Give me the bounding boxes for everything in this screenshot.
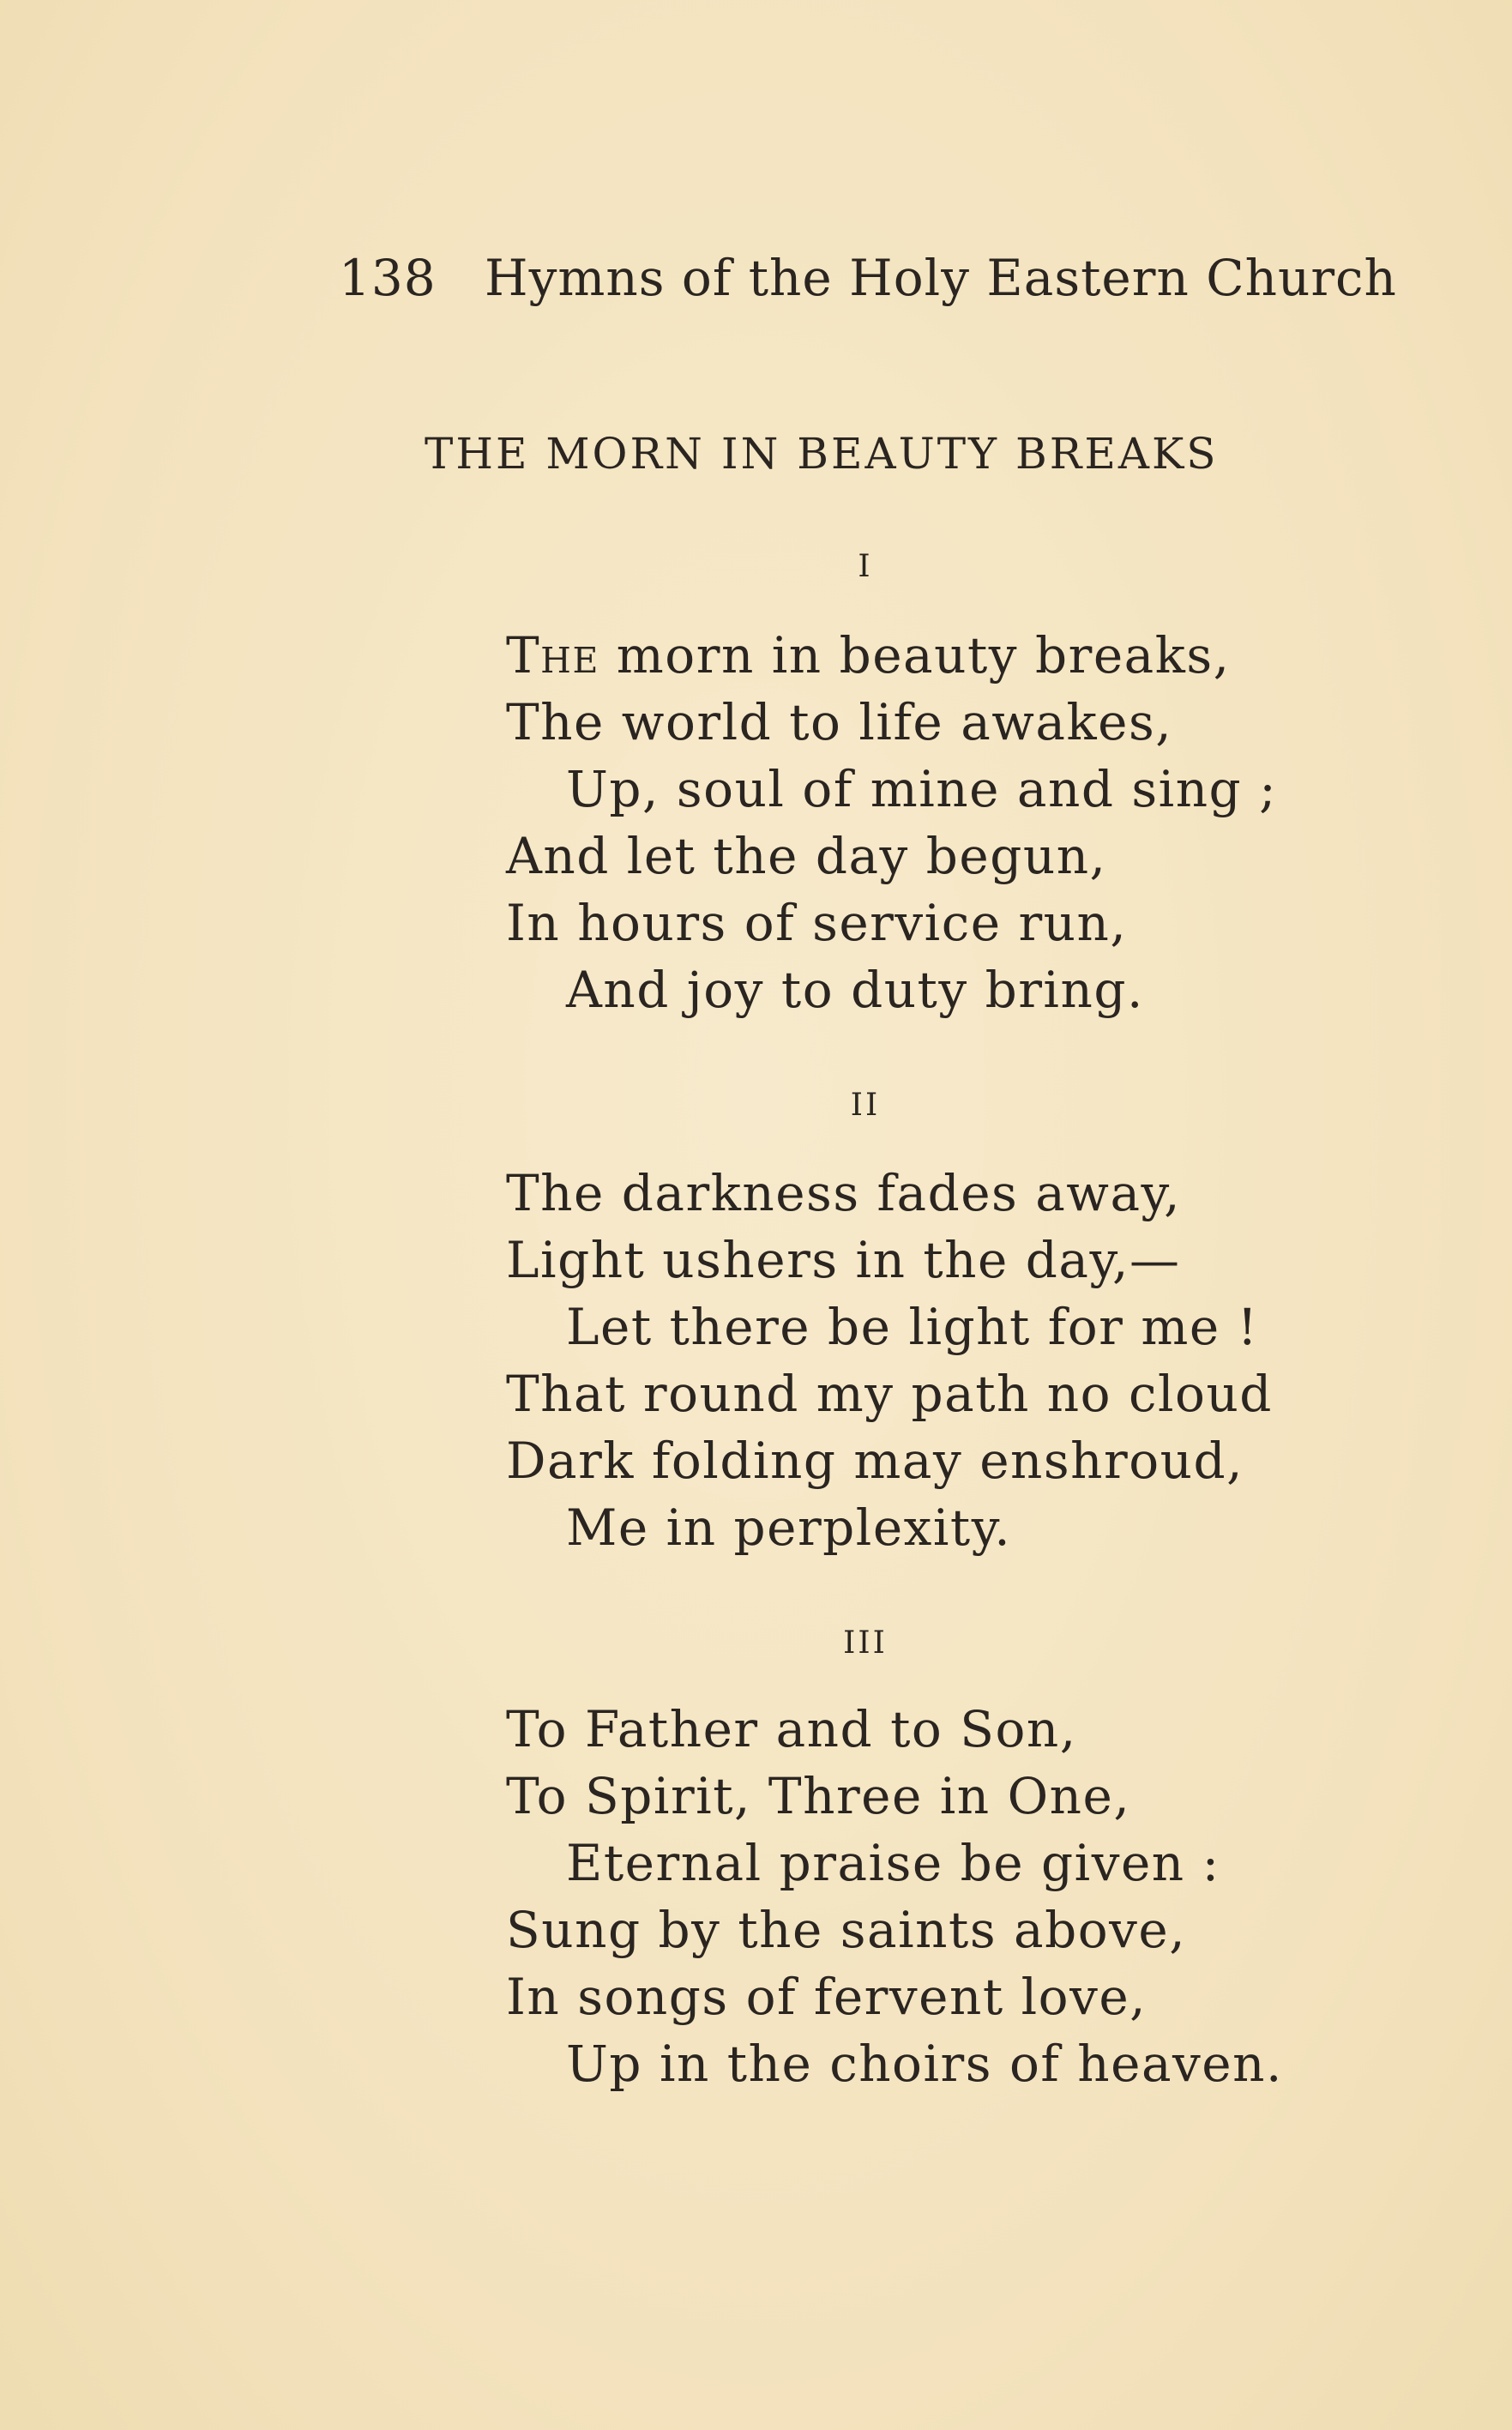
stanza-line: Let there be light for me ! xyxy=(566,1298,1259,1356)
running-head xyxy=(339,249,1397,307)
stanza-line: Up, soul of mine and sing ; xyxy=(566,760,1278,818)
stanza-2 xyxy=(506,1160,1449,1561)
stanza-line: To Spirit, Three in One, xyxy=(506,1767,1131,1825)
stanza-line: Eternal praise be given : xyxy=(566,1834,1220,1892)
stanza-line: Up in the choirs of heaven. xyxy=(566,2035,1283,2093)
stanza-line: Sung by the saints above, xyxy=(506,1901,1187,1959)
stanza-line-rest: morn in beauty breaks, xyxy=(599,626,1231,684)
stanza-numeral-3: III xyxy=(843,1625,888,1661)
stanza-line: Light ushers in the day,— xyxy=(506,1231,1181,1289)
stanza-line: The world to life awakes, xyxy=(506,693,1173,751)
stanza-numeral-2: II xyxy=(850,1088,881,1123)
stanza-1 xyxy=(506,622,1449,1023)
stanza-line: Me in perplexity. xyxy=(566,1498,1012,1557)
stanza-line: In songs of fervent love, xyxy=(506,1968,1148,2026)
stanza-line: And let the day begun, xyxy=(506,827,1107,885)
stanza-line: The darkness fades away, xyxy=(506,1164,1182,1222)
page-number: 138 xyxy=(339,249,437,307)
stanza-line: That round my path no cloud xyxy=(506,1365,1273,1423)
book-title: Hymns of the Holy Eastern Church xyxy=(485,249,1397,307)
stanza-numeral-1: I xyxy=(858,549,873,584)
stanza-line: In hours of service run, xyxy=(506,894,1128,952)
stanza-3 xyxy=(506,1696,1449,2097)
hymn-title: THE MORN IN BEAUTY BREAKS xyxy=(425,429,1219,479)
stanza-line: And joy to duty bring. xyxy=(566,961,1144,1019)
stanza-line: To Father and to Son, xyxy=(506,1700,1077,1758)
stanza-line: Dark folding may enshroud, xyxy=(506,1432,1244,1490)
drop-word: The xyxy=(506,626,599,684)
stanza-line xyxy=(506,622,1449,689)
